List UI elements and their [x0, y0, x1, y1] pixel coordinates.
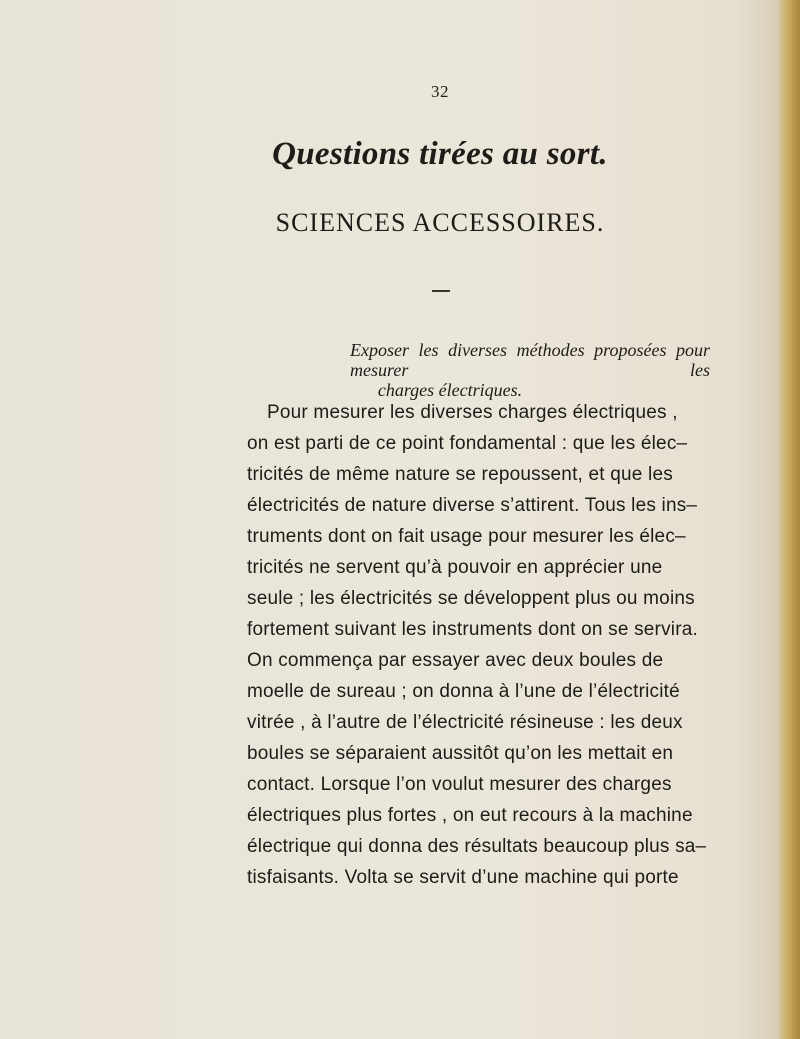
body-line: seule ; les électricités se développent plus ou moins [247, 588, 695, 609]
page-title: Questions tirées au sort. [272, 136, 608, 172]
question-line: Exposer les diverses méthodes proposées pour mesurer les [350, 340, 710, 380]
body-line: boules se séparaient aussitôt qu’on les mettait en [247, 743, 674, 764]
body-line: fortement suivant les instruments dont on se servira. [247, 619, 698, 640]
section-subtitle: SCIENCES ACCESSOIRES. [275, 208, 605, 237]
body-line: tisfaisants. Volta se servit d’une machine qui porte [247, 867, 679, 888]
question-line: charges électriques. [377, 380, 523, 400]
body-line: vitrée , à l’autre de l’électricité résineuse : les deux [247, 712, 683, 733]
body-line: électriques plus fortes , on eut recours à la machine [247, 805, 693, 826]
separator-dash [432, 290, 450, 292]
body-line: électricités de nature diverse s’attirent. Tous les ins– [247, 495, 698, 516]
body-paragraph [247, 397, 707, 893]
body-line: Pour mesurer les diverses charges électriques , [267, 402, 678, 423]
page-number: 32 [431, 82, 449, 101]
body-line: moelle de sureau ; on donna à l’une de l’électricité [247, 681, 680, 702]
body-line: On commença par essayer avec deux boules de [247, 650, 664, 671]
body-line: contact. Lorsque l’on voulut mesurer des charges [247, 774, 672, 795]
question-block [350, 340, 710, 400]
body-line: tricités de même nature se repoussent, et que les [247, 464, 673, 485]
body-line: on est parti de ce point fondamental : que les élec– [247, 433, 688, 454]
body-line: électrique qui donna des résultats beaucoup plus sa– [247, 836, 707, 857]
body-line: truments dont on fait usage pour mesurer les élec– [247, 526, 686, 547]
body-line: tricités ne servent qu’à pouvoir en apprécier une [247, 557, 663, 578]
